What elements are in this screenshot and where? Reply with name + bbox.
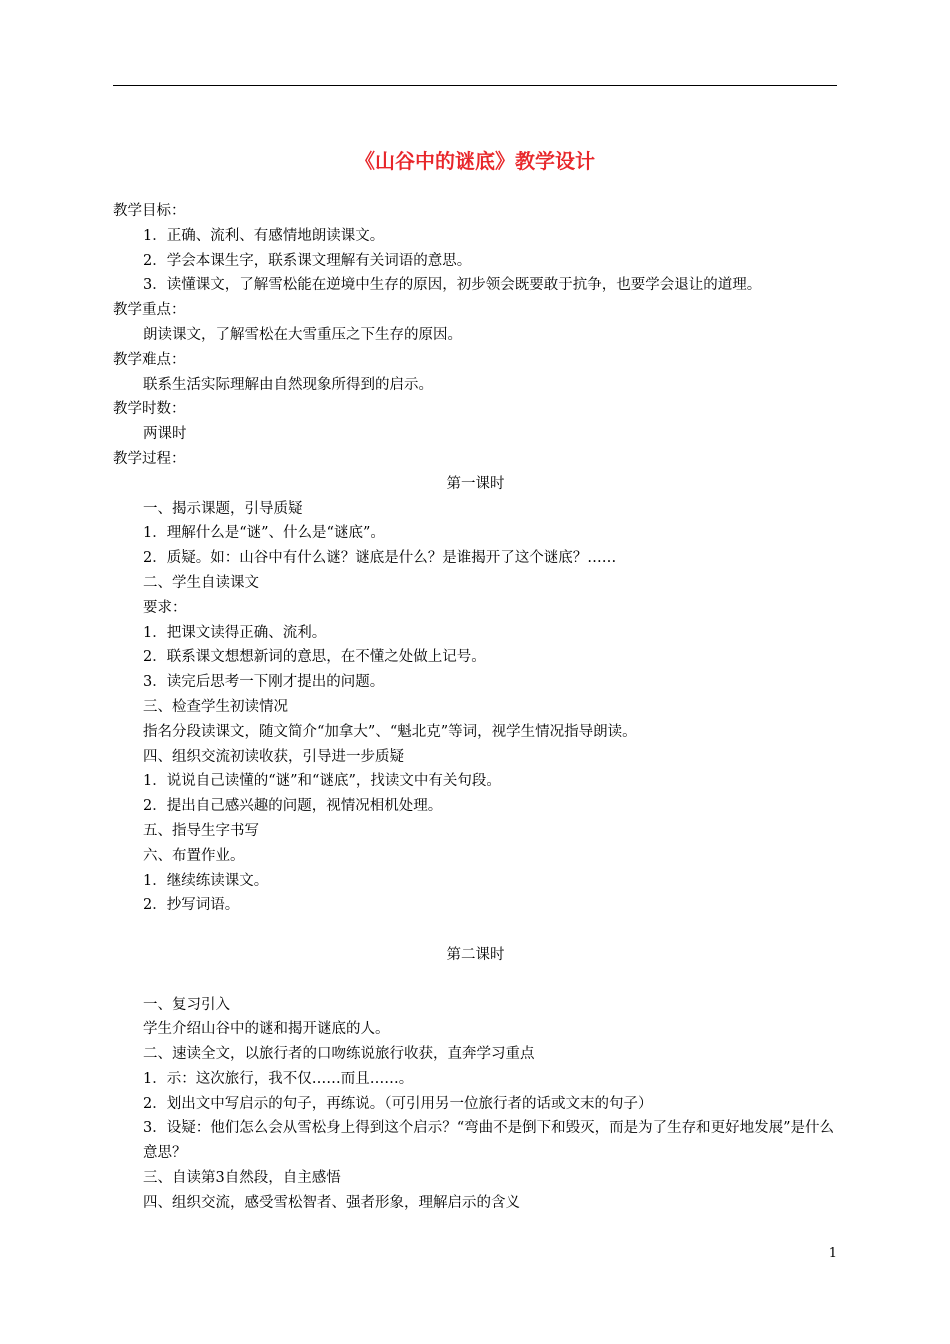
section-heading: 第一课时 xyxy=(446,475,505,492)
text-line: 教学难点： xyxy=(113,351,186,368)
text-line: 二、学生自读课文 xyxy=(143,574,259,591)
blank-line xyxy=(113,968,838,993)
text-line: 1．说说自己读懂的“谜”和“谜底”，找读文中有关句段。 xyxy=(143,773,501,790)
text-line: 1．理解什么是“谜”、什么是“谜底”。 xyxy=(143,525,385,542)
text-line: 两课时 xyxy=(143,426,187,443)
text-line: 教学目标： xyxy=(113,203,186,219)
text-line: 四、组织交流，感受雪松智者、强者形象，理解启示的含义 xyxy=(143,1194,520,1211)
page-number: 1 xyxy=(828,1246,837,1261)
text-line: 联系生活实际理解由自然现象所得到的启示。 xyxy=(143,376,433,393)
text-line: 教学重点： xyxy=(113,302,186,319)
text-line: 1．把课文读得正确、流利。 xyxy=(143,624,327,641)
text-line: 1．继续练读课文。 xyxy=(143,872,269,889)
blank-line xyxy=(113,918,838,943)
text-line: 三、自读第3自然段，自主感悟 xyxy=(143,1170,341,1187)
text-line: 四、组织交流初读收获，引导进一步质疑 xyxy=(143,748,404,765)
text-line: 2．联系课文想想新词的意思，在不懂之处做上记号。 xyxy=(143,649,486,666)
text-line: 3．读完后思考一下刚才提出的问题。 xyxy=(143,674,385,691)
text-line: 1．示：这次旅行，我不仅……而且……。 xyxy=(143,1070,414,1087)
header-rule xyxy=(113,85,837,86)
text-line: 2．抄写词语。 xyxy=(143,897,240,914)
text-line: 3．设疑：他们怎么会从雪松身上得到这个启示？“弯曲不是倒下和毁灭，而是为了生存和更好地发展”是什么意思？ xyxy=(143,1120,835,1162)
text-line: 教学过程： xyxy=(113,450,186,467)
text-line: 朗读课文，了解雪松在大雪重压之下生存的原因。 xyxy=(143,326,462,343)
text-line: 要求： xyxy=(143,599,187,616)
text-line: 六、布置作业。 xyxy=(143,847,245,864)
document-title: 《山谷中的谜底》教学设计 xyxy=(355,149,595,173)
text-line: 2．提出自己感兴趣的问题，视情况相机处理。 xyxy=(143,798,443,815)
text-line: 1．正确、流利、有感情地朗读课文。 xyxy=(143,227,385,244)
text-line: 学生介绍山谷中的谜和揭开谜底的人。 xyxy=(143,1021,390,1038)
text-line: 一、揭示课题，引导质疑 xyxy=(143,500,303,517)
text-line: 2．质疑。如：山谷中有什么谜？谜底是什么？是谁揭开了这个谜底？…… xyxy=(143,550,617,567)
text-line: 一、复习引入 xyxy=(143,996,230,1013)
text-line: 教学时数： xyxy=(113,401,186,418)
text-line: 三、检查学生初读情况 xyxy=(143,698,288,715)
document-body xyxy=(113,199,838,1216)
text-line: 二、速读全文，以旅行者的口吻练说旅行收获，直奔学习重点 xyxy=(143,1046,535,1063)
text-line: 五、指导生字书写 xyxy=(143,822,259,839)
section-heading: 第二课时 xyxy=(446,946,505,963)
text-line: 指名分段读课文，随文简介“加拿大”、“魁北克”等词，视学生情况指导朗读。 xyxy=(143,723,637,740)
text-line: 3．读懂课文，了解雪松能在逆境中生存的原因，初步领会既要敢于抗争，也要学会退让的道理。 xyxy=(143,277,762,294)
text-line: 2．划出文中写启示的句子，再练说。（可引用另一位旅行者的话或文末的句子） xyxy=(143,1095,653,1112)
text-line: 2．学会本课生字，联系课文理解有关词语的意思。 xyxy=(143,252,472,269)
